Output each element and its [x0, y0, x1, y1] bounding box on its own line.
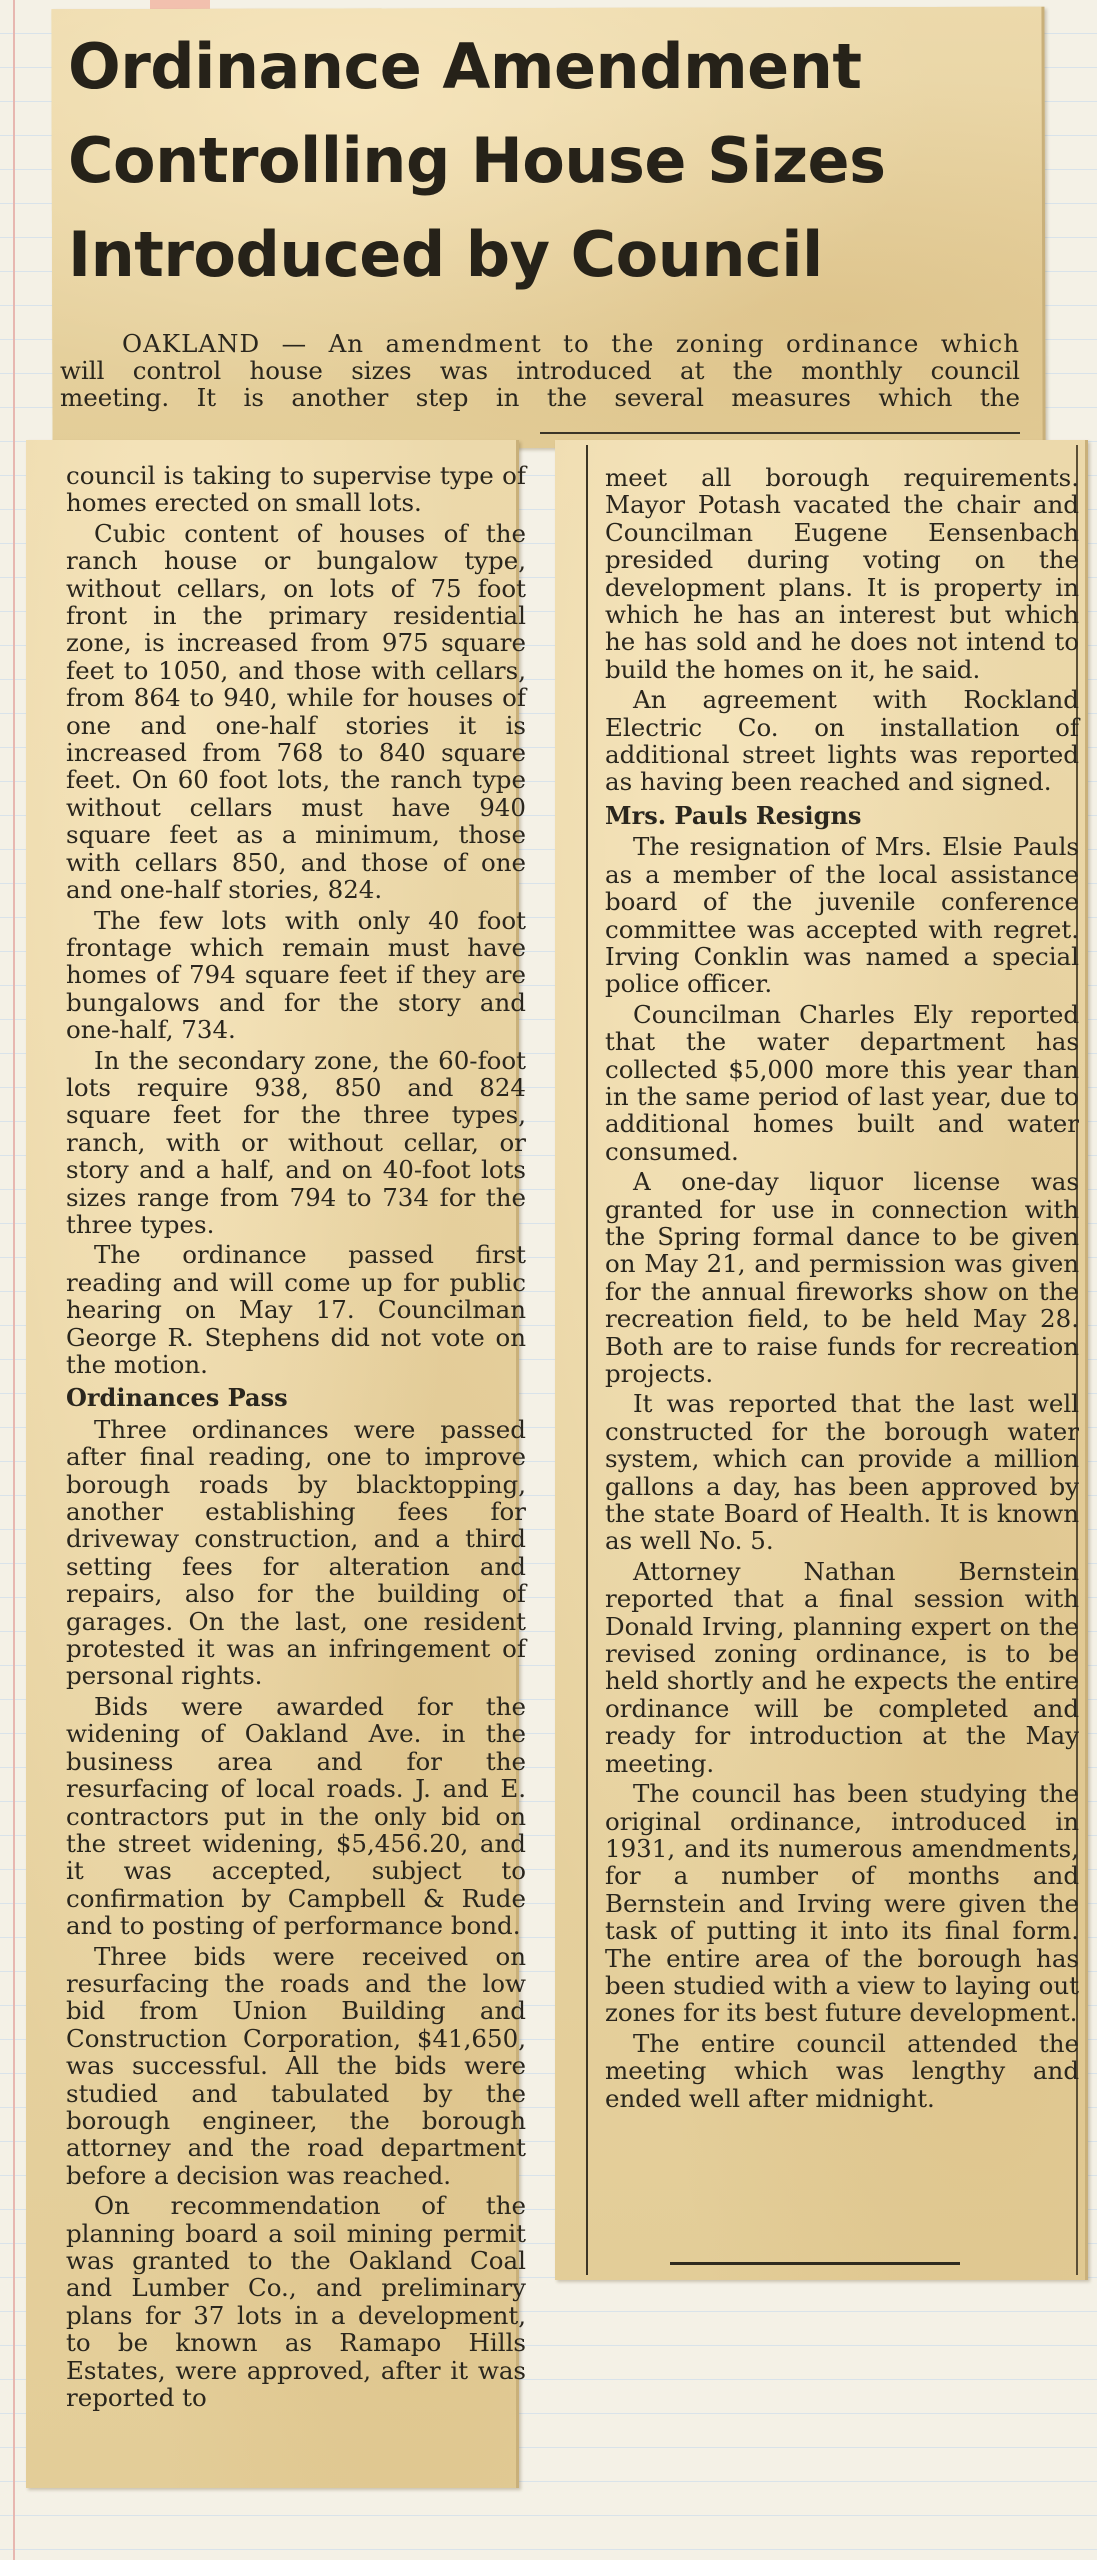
- paragraph: The few lots with only 40 foot frontage which remain must have homes of 794 square feet if they are bungalows and for the story and one-half, 734.: [66, 905, 526, 1045]
- paragraph: Bids were awarded for the widening of Oakland Ave. in the business area and for the resurfacing of local roads. J. and E. contractors put in the only bid on the street widening, $5,456.20, and it was accepted, subject to confirmation by Campbell & Rude and to posting of performance bond.: [66, 1691, 526, 1941]
- paragraph: An agreement with Rockland Electric Co. on installation of additional street lights was reported as having been reached and signed.: [605, 685, 1079, 797]
- paragraph: meet all borough requirements. Mayor Potash vacated the chair and Councilman Eugene Eensenbach presided during voting on the development plans. It is property in which he has an interest but which he has sold and he does not intend to build the homes on it, he said.: [605, 463, 1079, 684]
- article-end-rule: [670, 2262, 960, 2265]
- column-top-rule: [540, 432, 1020, 434]
- paragraph: Councilman Charles Ely reported that the water department has collected $5,000 more this year than in the same period of last year, due to additional homes built and water consumed.: [605, 999, 1079, 1166]
- paragraph: The resignation of Mrs. Elsie Pauls as a member of the local assistance board of the juvenile conference committee was accepted with regret. Irving Conklin was named a special police officer.: [605, 832, 1079, 999]
- paragraph: A one-day liquor license was granted for use in connection with the Spring formal dance to be given on May 21, and permission was given for the annual fireworks show on the recreation field, to be held May 28. Both are to raise funds for recreation projects.: [605, 1167, 1079, 1388]
- paragraph: The ordinance passed first reading and will come up for public hearing on May 17. Councilman George R. Stephens did not vote on the motion.: [66, 1240, 526, 1379]
- headline-line: Introduced by Council: [68, 218, 823, 291]
- subheading: Mrs. Pauls Resigns: [605, 800, 862, 830]
- headline-line: Ordinance Amendment: [68, 30, 862, 103]
- lead-line: will control house sizes was introduced at the monthly council: [60, 356, 1020, 385]
- subheading: Ordinances Pass: [66, 1383, 288, 1413]
- article-column-left: [66, 462, 526, 2414]
- article-headline: [68, 20, 998, 302]
- lead-line: OAKLAND — An amendment to the zoning ordinance which: [122, 329, 1020, 358]
- paragraph: The entire council attended the meeting which was lengthy and ended well after midnight.: [605, 2028, 1079, 2113]
- paragraph: In the secondary zone, the 60-foot lots require 938, 850 and 824 square feet for the three types, ranch, with or without cellar, or story and a half, and on 40-foot lots sizes range from 794 to 734 for the three types.: [66, 1045, 526, 1239]
- column-divider: [586, 445, 588, 2275]
- paragraph: Three bids were received on resurfacing the roads and the low bid from Union Building and Construction Corporation, $41,650, was successful. All the bids were studied and tabulated by the borough engineer, the borough attorney and the road department before a decision was reached.: [66, 1941, 526, 2190]
- paragraph: Cubic content of houses of the ranch house or bungalow type, without cellars, on lots of 75 foot front in the primary residential zone, is increased from 975 square feet to 1050, and those with cellars, from 864 to 940, while for houses of one and one-half stories it is increased from 768 to 840 square feet. On 60 foot lots, the ranch type without cellars must have 940 square feet as a minimum, those with cellars 850, and those of one and one-half stories, 824.: [66, 518, 526, 905]
- article-column-right: [605, 464, 1079, 2115]
- article-lead: [60, 330, 1020, 411]
- paragraph: The council has been studying the original ordinance, introduced in 1931, and its numerous amendments, for a number of months and Bernstein and Irving were given the task of putting it into its final form. The entire area of the borough has been studied with a view to laying out zones for its best future development.: [605, 1779, 1079, 2028]
- paragraph: Attorney Nathan Bernstein reported that a final session with Donald Irving, planning expert on the revised zoning ordinance, is to be held shortly and he expects the entire ordinance will be completed and ready for introduction at the May meeting.: [605, 1556, 1079, 1778]
- paragraph: It was reported that the last well constructed for the borough water system, which can provide a million gallons a day, has been approved by the state Board of Health. It is known as well No. 5.: [605, 1389, 1079, 1556]
- paragraph: Three ordinances were passed after final reading, one to improve borough roads by blacktopping, another establishing fees for driveway construction, and a third setting fees for alteration and repairs, also for the building of garages. On the last, one resident protested it was an infringement of personal rights.: [66, 1414, 526, 1691]
- paragraph: council is taking to supervise type of homes erected on small lots.: [66, 461, 526, 518]
- paragraph: On recommendation of the planning board a soil mining permit was granted to the Oakland Coal and Lumber Co., and preliminary plans for 37 lots in a development, to be known as Ramapo Hills Estates, were approved, after it was reported to: [66, 2191, 526, 2413]
- lead-line: meeting. It is another step in the several measures which the: [60, 383, 1020, 412]
- headline-line: Controlling House Sizes: [68, 124, 886, 197]
